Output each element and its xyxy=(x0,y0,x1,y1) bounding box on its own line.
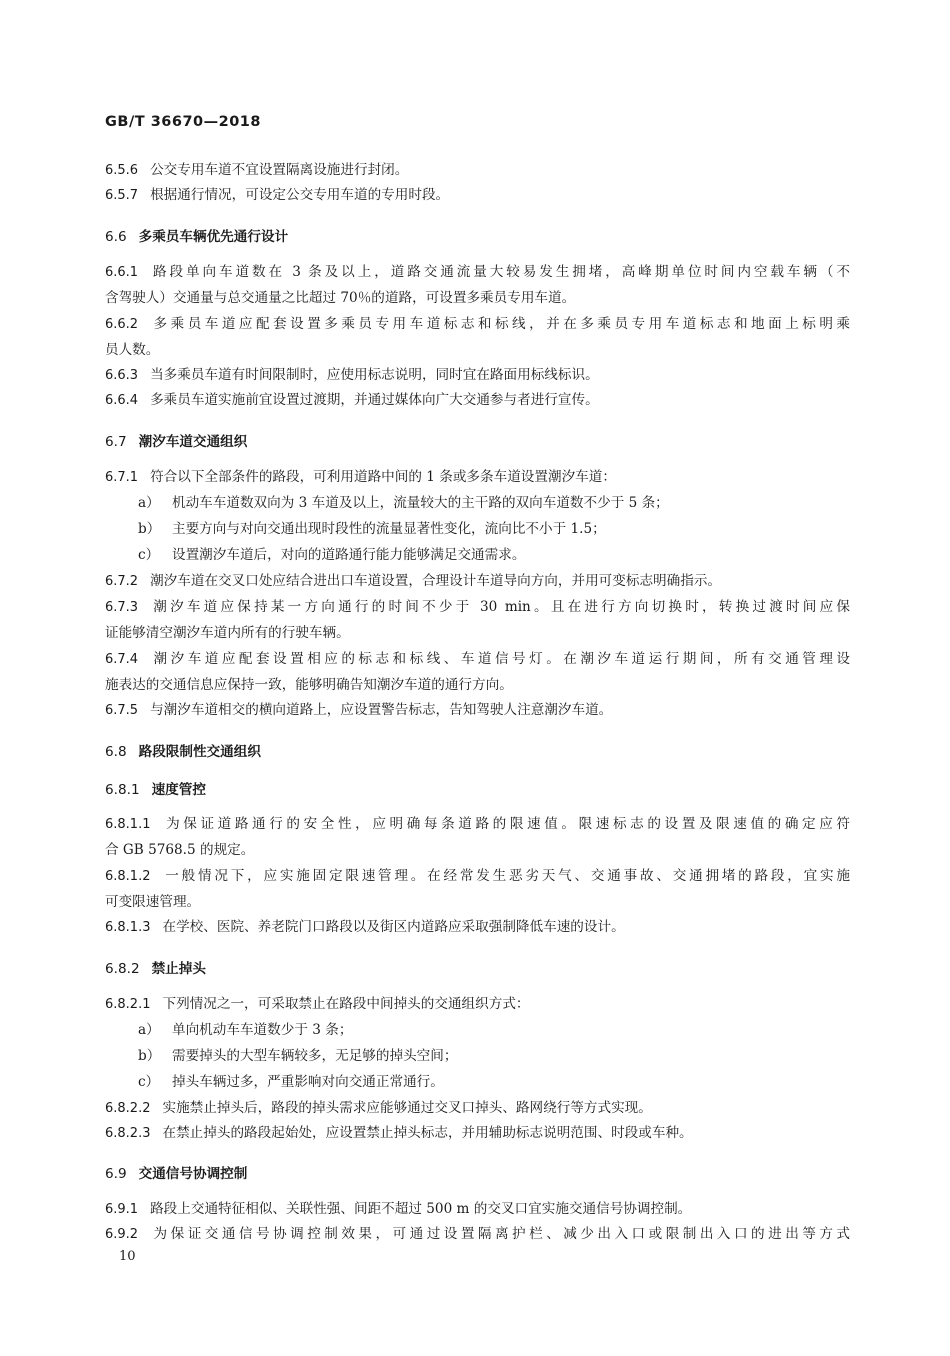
section-title: 潮汐车道交通组织 xyxy=(138,434,248,450)
section-title: 交通信号协调控制 xyxy=(138,1166,248,1182)
list-item-b xyxy=(138,1047,457,1065)
clause-6-6-3 xyxy=(105,366,850,385)
subsection-heading-6-8-1 xyxy=(105,778,206,798)
clause-number: 6.8.2.1 xyxy=(105,997,151,1012)
section-title: 禁止掉头 xyxy=(151,961,206,977)
clause-text: 下列情况之一，可采取禁止在路段中间掉头的交通组织方式： xyxy=(162,996,530,1012)
clause-text: 可变限速管理。 xyxy=(105,894,201,910)
clause-number: 6.8.2.3 xyxy=(105,1126,151,1141)
clause-text: 公交专用车道不宜设置隔离设施进行封闭。 xyxy=(150,162,409,178)
clause-6-7-4-cont xyxy=(105,676,850,694)
clause-6-8-1-3 xyxy=(105,918,850,937)
clause-text: 根据通行情况，可设定公交专用车道的专用时段。 xyxy=(150,187,450,203)
page-number: 10 xyxy=(119,1249,136,1264)
clause-text: 在学校、医院、养老院门口路段以及街区内道路应采取强制降低车速的设计。 xyxy=(162,919,625,935)
clause-text: 为保证交通信号协调控制效果，可通过设置隔离护栏、减少出入口或限制出入口的进出等方式 xyxy=(150,1226,850,1242)
list-text: 机动车车道数双向为 3 车道及以上，流量较大的主干路的双向车道数不少于 5 条； xyxy=(172,495,669,511)
section-number: 6.6 xyxy=(105,229,127,245)
clause-number: 6.7.5 xyxy=(105,703,139,718)
clause-text: 潮汐车道应配套设置相应的标志和标线、车道信号灯。在潮汐车道运行期间，所有交通管理设 xyxy=(150,651,850,667)
list-text: 掉头车辆过多，严重影响对向交通正常通行。 xyxy=(172,1074,444,1090)
clause-number: 6.6.3 xyxy=(105,368,139,383)
section-number: 6.8.1 xyxy=(105,782,140,798)
section-title: 多乘员车辆优先通行设计 xyxy=(138,229,289,245)
clause-text: 员人数。 xyxy=(105,342,160,358)
clause-6-6-1 xyxy=(105,263,850,282)
clause-number: 6.7.1 xyxy=(105,470,139,485)
list-text: 需要掉头的大型车辆较多，无足够的掉头空间； xyxy=(172,1048,458,1064)
clause-6-9-2 xyxy=(105,1225,850,1244)
clause-6-8-2-1 xyxy=(105,995,850,1014)
clause-6-8-1-2 xyxy=(105,867,850,886)
list-text: 主要方向与对向交通出现时段性的流量显著性变化，流向比不小于 1.5； xyxy=(172,521,606,537)
clause-6-8-1-1-cont xyxy=(105,841,850,859)
clause-6-6-4 xyxy=(105,391,850,410)
clause-6-6-1-cont xyxy=(105,289,850,307)
clause-6-5-7 xyxy=(105,186,850,205)
clause-text: 路段上交通特征相似、关联性强、间距不超过 500 m 的交叉口宜实施交通信号协调控制。 xyxy=(150,1201,692,1217)
clause-6-8-1-2-cont xyxy=(105,893,850,911)
clause-number: 6.6.2 xyxy=(105,317,139,332)
clause-6-8-2-2 xyxy=(105,1099,850,1118)
clause-6-6-2-cont xyxy=(105,341,850,359)
list-item-c xyxy=(138,546,525,564)
section-heading-6-9 xyxy=(105,1162,247,1182)
clause-6-7-5 xyxy=(105,701,850,720)
section-heading-6-8 xyxy=(105,740,261,760)
list-marker: a） xyxy=(138,1022,160,1038)
section-number: 6.9 xyxy=(105,1166,127,1182)
clause-text: 与潮汐车道相交的横向道路上，应设置警告标志，告知驾驶人注意潮汐车道。 xyxy=(150,702,613,718)
clause-number: 6.8.1.2 xyxy=(105,869,151,884)
section-heading-6-7 xyxy=(105,430,247,450)
list-item-a xyxy=(138,494,669,512)
clause-number: 6.9.2 xyxy=(105,1227,139,1242)
clause-number: 6.5.6 xyxy=(105,163,139,178)
clause-number: 6.7.3 xyxy=(105,600,139,615)
section-number: 6.7 xyxy=(105,434,127,450)
clause-6-7-2 xyxy=(105,572,850,591)
standard-code: GB/T 36670—2018 xyxy=(105,114,261,130)
list-text: 单向机动车车道数少于 3 条； xyxy=(172,1022,353,1038)
section-title: 速度管控 xyxy=(151,782,206,798)
clause-number: 6.8.1.1 xyxy=(105,817,151,832)
clause-text: 符合以下全部条件的路段，可利用道路中间的 1 条或多条车道设置潮汐车道： xyxy=(150,469,616,485)
clause-6-6-2 xyxy=(105,315,850,334)
clause-6-7-3-cont xyxy=(105,624,850,642)
section-number: 6.8.2 xyxy=(105,961,140,977)
clause-6-9-1 xyxy=(105,1200,850,1219)
clause-number: 6.7.4 xyxy=(105,652,139,667)
section-title: 路段限制性交通组织 xyxy=(138,744,261,760)
clause-text: 含驾驶人）交通量与总交通量之比超过 70％的道路，可设置多乘员专用车道。 xyxy=(105,290,576,306)
list-marker: c） xyxy=(138,1074,160,1090)
list-item-b xyxy=(138,520,606,538)
clause-number: 6.8.1.3 xyxy=(105,920,151,935)
clause-text: 多乘员车道实施前宜设置过渡期，并通过媒体向广大交通参与者进行宣传。 xyxy=(150,392,599,408)
clause-text: 潮汐车道应保持某一方向通行的时间不少于 30 min。且在进行方向切换时，转换过渡时间应保 xyxy=(150,599,850,615)
clause-number: 6.8.2.2 xyxy=(105,1101,151,1116)
clause-6-7-1 xyxy=(105,468,850,487)
list-text: 设置潮汐车道后，对向的道路通行能力能够满足交通需求。 xyxy=(172,547,526,563)
list-item-a xyxy=(138,1021,352,1039)
clause-text: 施表达的交通信息应保持一致，能够明确告知潮汐车道的通行方向。 xyxy=(105,677,513,693)
clause-6-8-1-1 xyxy=(105,815,850,834)
clause-number: 6.6.4 xyxy=(105,393,139,408)
clause-6-7-3 xyxy=(105,598,850,617)
clause-text: 合 GB 5768.5 的规定。 xyxy=(105,842,255,858)
clause-text: 在禁止掉头的路段起始处，应设置禁止掉头标志，并用辅助标志说明范围、时段或车种。 xyxy=(162,1125,693,1141)
list-item-c xyxy=(138,1073,444,1091)
clause-6-8-2-3 xyxy=(105,1124,850,1143)
list-marker: b） xyxy=(138,521,161,537)
clause-number: 6.7.2 xyxy=(105,574,139,589)
clause-text: 为保证道路通行的安全性，应明确每条道路的限速值。限速标志的设置及限速值的确定应符 xyxy=(162,816,850,832)
subsection-heading-6-8-2 xyxy=(105,957,206,977)
clause-number: 6.6.1 xyxy=(105,265,139,280)
clause-number: 6.5.7 xyxy=(105,188,139,203)
section-number: 6.8 xyxy=(105,744,127,760)
clause-6-5-6 xyxy=(105,161,850,180)
list-marker: a） xyxy=(138,495,160,511)
clause-text: 证能够清空潮汐车道内所有的行驶车辆。 xyxy=(105,625,350,641)
clause-text: 一般情况下，应实施固定限速管理。在经常发生恶劣天气、交通事故、交通拥堵的路段，宜实施 xyxy=(162,868,850,884)
list-marker: c） xyxy=(138,547,160,563)
clause-number: 6.9.1 xyxy=(105,1202,139,1217)
clause-text: 当多乘员车道有时间限制时，应使用标志说明，同时宜在路面用标线标识。 xyxy=(150,367,599,383)
clause-text: 多乘员车道应配套设置多乘员专用车道标志和标线，并在多乘员专用车道标志和地面上标明乘 xyxy=(150,316,850,332)
clause-text: 实施禁止掉头后，路段的掉头需求应能够通过交叉口掉头、路网绕行等方式实现。 xyxy=(162,1100,652,1116)
clause-6-7-4 xyxy=(105,650,850,669)
list-marker: b） xyxy=(138,1048,161,1064)
clause-text: 路段单向车道数在 3 条及以上，道路交通流量大较易发生拥堵，高峰期单位时间内空载车辆（不 xyxy=(150,264,850,280)
clause-text: 潮汐车道在交叉口处应结合进出口车道设置，合理设计车道导向方向，并用可变标志明确指示。 xyxy=(150,573,722,589)
section-heading-6-6 xyxy=(105,225,288,245)
